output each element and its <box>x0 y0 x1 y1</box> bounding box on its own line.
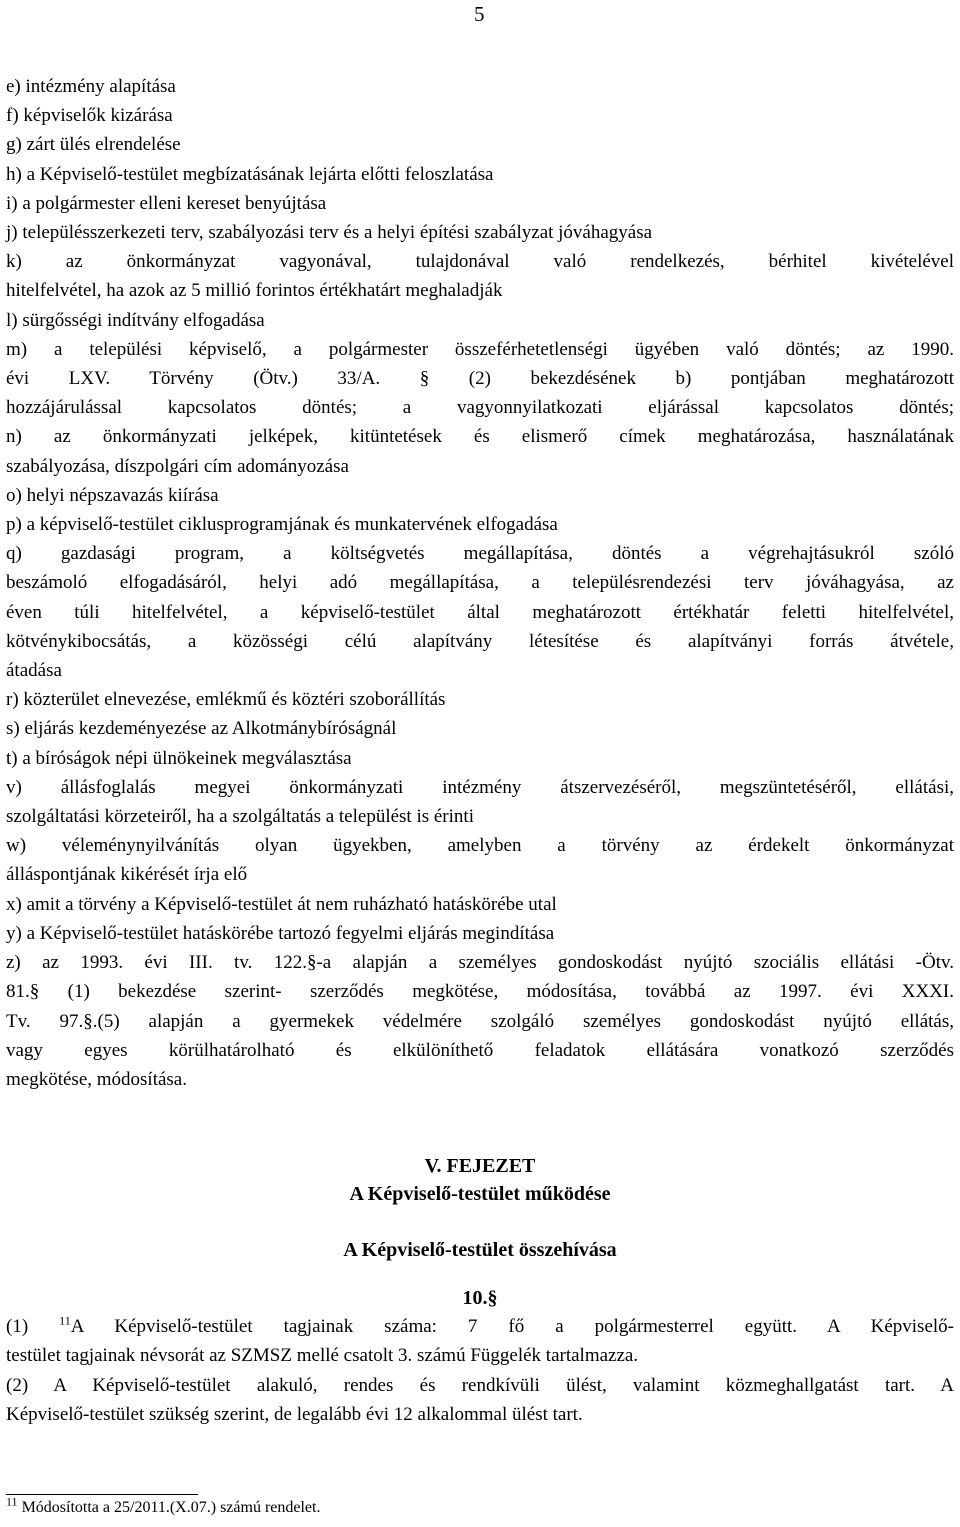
section-title: A Képviselő-testület összehívása <box>343 1239 617 1262</box>
list-item: y) a Képviselő-testület hatáskörébe tartozó fegyelmi eljárás megindítása <box>6 922 555 944</box>
list-item: q) gazdasági program, a költségvetés megállapítása, döntés a végrehajtásukról szóló <box>6 543 954 565</box>
list-item: h) a Képviselő-testület megbízatásának lejárta előtti feloszlatása <box>6 163 494 185</box>
paragraph-1-text: A Képviselő-testület tagjainak száma: 7 fő a polgármesterrel együtt. A Képviselő- <box>70 1316 954 1338</box>
list-item: i) a polgármester elleni kereset benyújtása <box>6 192 327 214</box>
list-item: szolgáltatási körzeteiről, ha a szolgáltatás a települést is érinti <box>6 806 474 828</box>
list-item: g) zárt ülés elrendelése <box>6 134 181 156</box>
list-item: álláspontjának kikérését írja elő <box>6 864 248 886</box>
list-item: m) a települési képviselő, a polgármester összeférhetetlenségi ügyében való döntés; az 1990. <box>6 338 954 360</box>
list-item: l) sürgősségi indítvány elfogadása <box>6 309 265 331</box>
list-item: hitelfelvétel, ha azok az 5 millió forintos értékhatárt meghaladják <box>6 280 503 302</box>
document-body <box>6 72 954 1429</box>
list-item: megkötése, módosítása. <box>6 1068 187 1090</box>
list-item: o) helyi népszavazás kiírása <box>6 484 219 506</box>
list-item: v) állásfoglalás megyei önkormányzati intézmény átszervezéséről, megszüntetéséről, ellátási, <box>6 776 954 798</box>
footnote-text: Módosította a 25/2011.(X.07.) számú rendelet. <box>17 1499 321 1516</box>
list-item: éven túli hitelfelvétel, a képviselő-testület által meghatározott értékhatár feletti hitelfelvétel, <box>6 601 954 623</box>
list-item: hozzájárulással kapcsolatos döntés; a vagyonnyilatkozati eljárással kapcsolatos döntés; <box>6 397 954 419</box>
list-item: 81.§ (1) bekezdése szerint- szerződés megkötése, módosítása, továbbá az 1997. évi XXXI. <box>6 981 954 1003</box>
list-item: s) eljárás kezdeményezése az Alkotmánybíróságnál <box>6 718 397 740</box>
footnote <box>6 1494 321 1519</box>
list-item: p) a képviselő-testület ciklusprogramjának és munkatervének elfogadása <box>6 514 558 536</box>
list-item: k) az önkormányzat vagyonával, tulajdonával való rendelkezés, bérhitel kivételével <box>6 251 954 273</box>
paragraph-1-line-1 <box>6 1312 954 1341</box>
list-item: j) településszerkezeti terv, szabályozási terv és a helyi építési szabályzat jóváhagyása <box>6 222 653 244</box>
list-item: t) a bíróságok népi ülnökeinek megválasztása <box>6 747 352 769</box>
list-item: átadása <box>6 660 62 682</box>
list-item: r) közterület elnevezése, emlékmű és köztéri szoborállítás <box>6 689 446 711</box>
list-item: x) amit a törvény a Képviselő-testület át nem ruházható hatáskörébe utal <box>6 893 557 915</box>
paragraph-1-line-2: testület tagjainak névsorát az SZMSZ mellé csatolt 3. számú Függelék tartalmazza. <box>6 1345 639 1367</box>
list-item: beszámoló elfogadásáról, helyi adó megállapítása, a településrendezési terv jóváhagyása, az <box>6 572 954 594</box>
paragraph-1-prefix: (1) <box>6 1316 60 1338</box>
paragraph-2-line-2: Képviselő-testület szükség szerint, de legalább évi 12 alkalommal ülést tart. <box>6 1403 583 1425</box>
list-item: szabályozása, díszpolgári cím adományozása <box>6 455 349 477</box>
list-item: n) az önkormányzati jelképek, kitüntetések és elismerő címek meghatározása, használatának <box>6 426 954 448</box>
paragraph-number: 10.§ <box>462 1287 498 1310</box>
chapter-title: A Képviselő-testület működése <box>349 1183 611 1206</box>
list-item: vagy egyes körülhatárolható és elkülöníthető feladatok ellátására vonatkozó szerződés <box>6 1039 954 1061</box>
list-item: Tv. 97.§.(5) alapján a gyermekek védelmére szolgáló személyes gondoskodást nyújtó ellátás, <box>6 1010 954 1032</box>
list-item: kötvénykibocsátás, a közösségi célú alapítvány létesítése és alapítványi forrás átvétele, <box>6 630 954 652</box>
footnote-reference: 11 <box>59 1313 71 1328</box>
chapter-number: V. FEJEZET <box>424 1155 536 1178</box>
list-item: évi LXV. Törvény (Ötv.) 33/A. § (2) bekezdésének b) pontjában meghatározott <box>6 368 954 390</box>
footnote-separator <box>6 1494 198 1495</box>
list-item: w) véleménynyilvánítás olyan ügyekben, amelyben a törvény az érdekelt önkormányzat <box>6 835 954 857</box>
list-item: e) intézmény alapítása <box>6 76 176 97</box>
list-item: z) az 1993. évi III. tv. 122.§-a alapján a személyes gondoskodást nyújtó szociális ellátási -Ötv. <box>6 952 954 974</box>
footnote-number: 11 <box>6 1494 18 1509</box>
list-item: f) képviselők kizárása <box>6 105 173 127</box>
paragraph-2-line-1: (2) A Képviselő-testület alakuló, rendes és rendkívüli ülést, valamint közmeghallgatást tart. A <box>6 1374 954 1396</box>
page-number: 5 <box>474 2 485 26</box>
